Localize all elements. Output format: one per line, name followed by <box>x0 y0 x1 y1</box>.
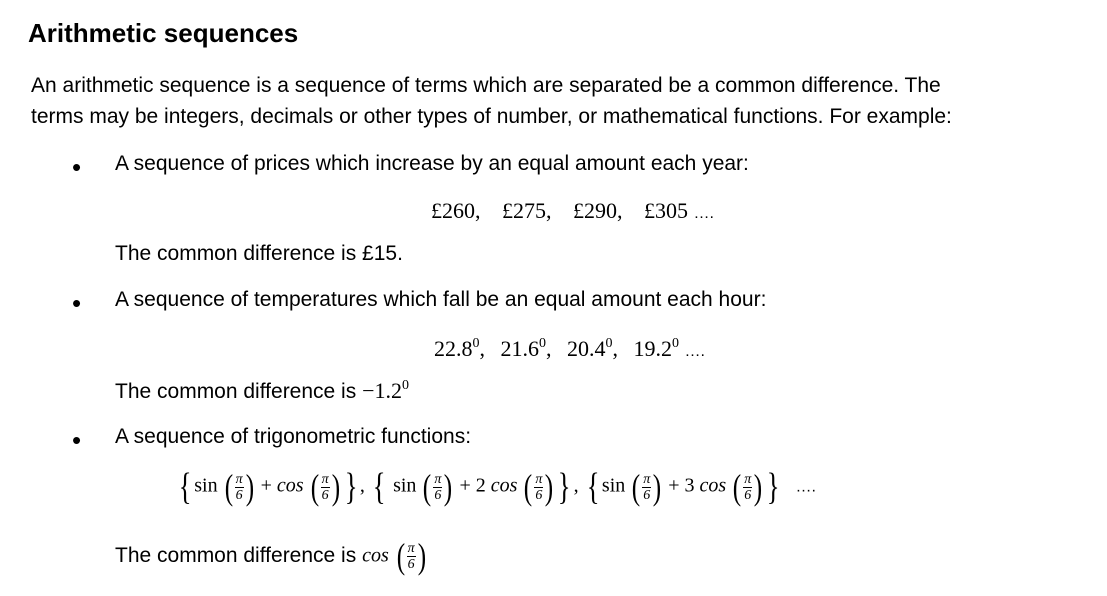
fraction <box>743 472 752 503</box>
left-paren: ( <box>423 467 432 507</box>
example-1-difference: The common difference is £15. <box>115 242 403 265</box>
right-paren: ) <box>331 467 340 507</box>
cos-function: cos <box>699 474 727 497</box>
degree-mark: 0 <box>605 336 613 351</box>
example-3-heading: A sequence of trigonometric functions: <box>115 425 472 448</box>
right-paren: ) <box>444 467 453 507</box>
fraction-denominator: 6 <box>535 487 543 503</box>
temperature-term: 22.8 <box>434 336 473 361</box>
temperature-term: 20.4 <box>567 336 606 361</box>
difference-number: −1.2 <box>362 378 402 403</box>
bullet-2: • <box>72 288 82 318</box>
fraction-numerator: π <box>535 471 543 487</box>
separator: , <box>612 336 618 361</box>
right-paren: ) <box>754 467 763 507</box>
fraction-numerator: π <box>643 471 651 487</box>
fraction-numerator: π <box>321 471 329 487</box>
fraction-denominator: 6 <box>407 556 415 572</box>
intro-line-2: terms may be integers, decimals or other types of number, or mathematical functions. For example: <box>31 105 952 128</box>
fraction-denominator: 6 <box>434 487 442 503</box>
trig-sequence: { sin ( $\frac{\pi}{6}$ ) + cos ( $\frac{\pi}{6}$ ) } , { sin ( $\frac{\pi}{6}$ ) + 2 cos ( $\frac{\pi}{6}$ ) } , { sin ( $\frac{\pi}{6}$ ) + 3 cos ( $\frac{\pi}{6}$ ) } …. <box>178 466 816 508</box>
temperature-term: 19.2 <box>633 336 672 361</box>
fraction-denominator: 6 <box>321 487 329 503</box>
intro-line-1: An arithmetic sequence is a sequence of terms which are separated be a common difference. The <box>31 74 941 97</box>
left-paren: ( <box>733 467 742 507</box>
right-brace: } <box>344 466 358 508</box>
difference-label: The common difference is <box>115 544 357 567</box>
fraction <box>534 472 543 503</box>
fraction <box>642 472 651 503</box>
fraction-numerator: π <box>407 540 415 556</box>
right-paren: ) <box>245 467 254 507</box>
right-paren: ) <box>545 467 554 507</box>
price-term: £275, <box>502 198 552 223</box>
right-brace: } <box>766 466 780 508</box>
separator: , <box>479 336 485 361</box>
ellipsis: …. <box>684 343 705 360</box>
fraction <box>433 472 442 503</box>
fraction <box>235 472 244 503</box>
temperature-term: 21.6 <box>500 336 539 361</box>
price-term: £305 <box>644 198 688 223</box>
separator: , <box>546 336 552 361</box>
price-term: £290, <box>573 198 623 223</box>
degree-mark: 0 <box>472 336 480 351</box>
right-brace: } <box>558 466 571 508</box>
plus-sign: + <box>668 474 680 497</box>
difference-value <box>362 378 409 403</box>
degree-mark: 0 <box>539 336 546 351</box>
left-brace: { <box>178 466 192 508</box>
plus-sign: + <box>260 474 272 497</box>
ellipsis: …. <box>795 478 816 496</box>
coefficient: 2 <box>475 474 486 497</box>
bullet-1: • <box>72 152 82 182</box>
example-2-difference <box>115 378 409 404</box>
right-paren: ) <box>417 536 426 576</box>
sin-function: sin <box>601 474 626 497</box>
degree-mark: 0 <box>672 336 679 351</box>
difference-label: The common difference is <box>115 380 357 403</box>
left-brace: { <box>372 466 386 508</box>
cos-function: cos <box>276 474 304 497</box>
fraction-denominator: 6 <box>643 487 651 503</box>
cos-function: cos <box>362 544 389 567</box>
bullet-3: • <box>72 425 82 455</box>
example-1-heading: A sequence of prices which increase by an equal amount each year: <box>115 152 749 175</box>
fraction-denominator: 6 <box>235 487 243 503</box>
example-3-difference <box>115 538 428 574</box>
fraction-numerator: π <box>434 471 442 487</box>
left-paren: ( <box>396 536 405 576</box>
coefficient: 3 <box>684 474 695 497</box>
price-sequence <box>431 198 714 224</box>
fraction <box>321 472 330 503</box>
fraction <box>407 541 416 572</box>
temperature-sequence <box>434 336 705 362</box>
sin-function: sin <box>393 474 417 497</box>
fraction-numerator: π <box>235 471 243 487</box>
example-2-heading: A sequence of temperatures which fall be an equal amount each hour: <box>115 288 767 311</box>
right-paren: ) <box>653 467 662 507</box>
degree-mark: 0 <box>402 378 409 393</box>
page-title: Arithmetic sequences <box>28 18 299 48</box>
left-brace: { <box>586 466 600 508</box>
cos-function: cos <box>490 474 518 497</box>
ellipsis: …. <box>693 205 714 222</box>
left-paren: ( <box>632 467 641 507</box>
left-paren: ( <box>224 467 233 507</box>
price-term: £260, <box>431 198 481 223</box>
sin-function: sin <box>194 474 218 497</box>
plus-sign: + <box>459 474 471 497</box>
fraction-denominator: 6 <box>744 487 752 503</box>
left-paren: ( <box>524 467 533 507</box>
left-paren: ( <box>310 467 319 507</box>
fraction-numerator: π <box>744 471 752 487</box>
